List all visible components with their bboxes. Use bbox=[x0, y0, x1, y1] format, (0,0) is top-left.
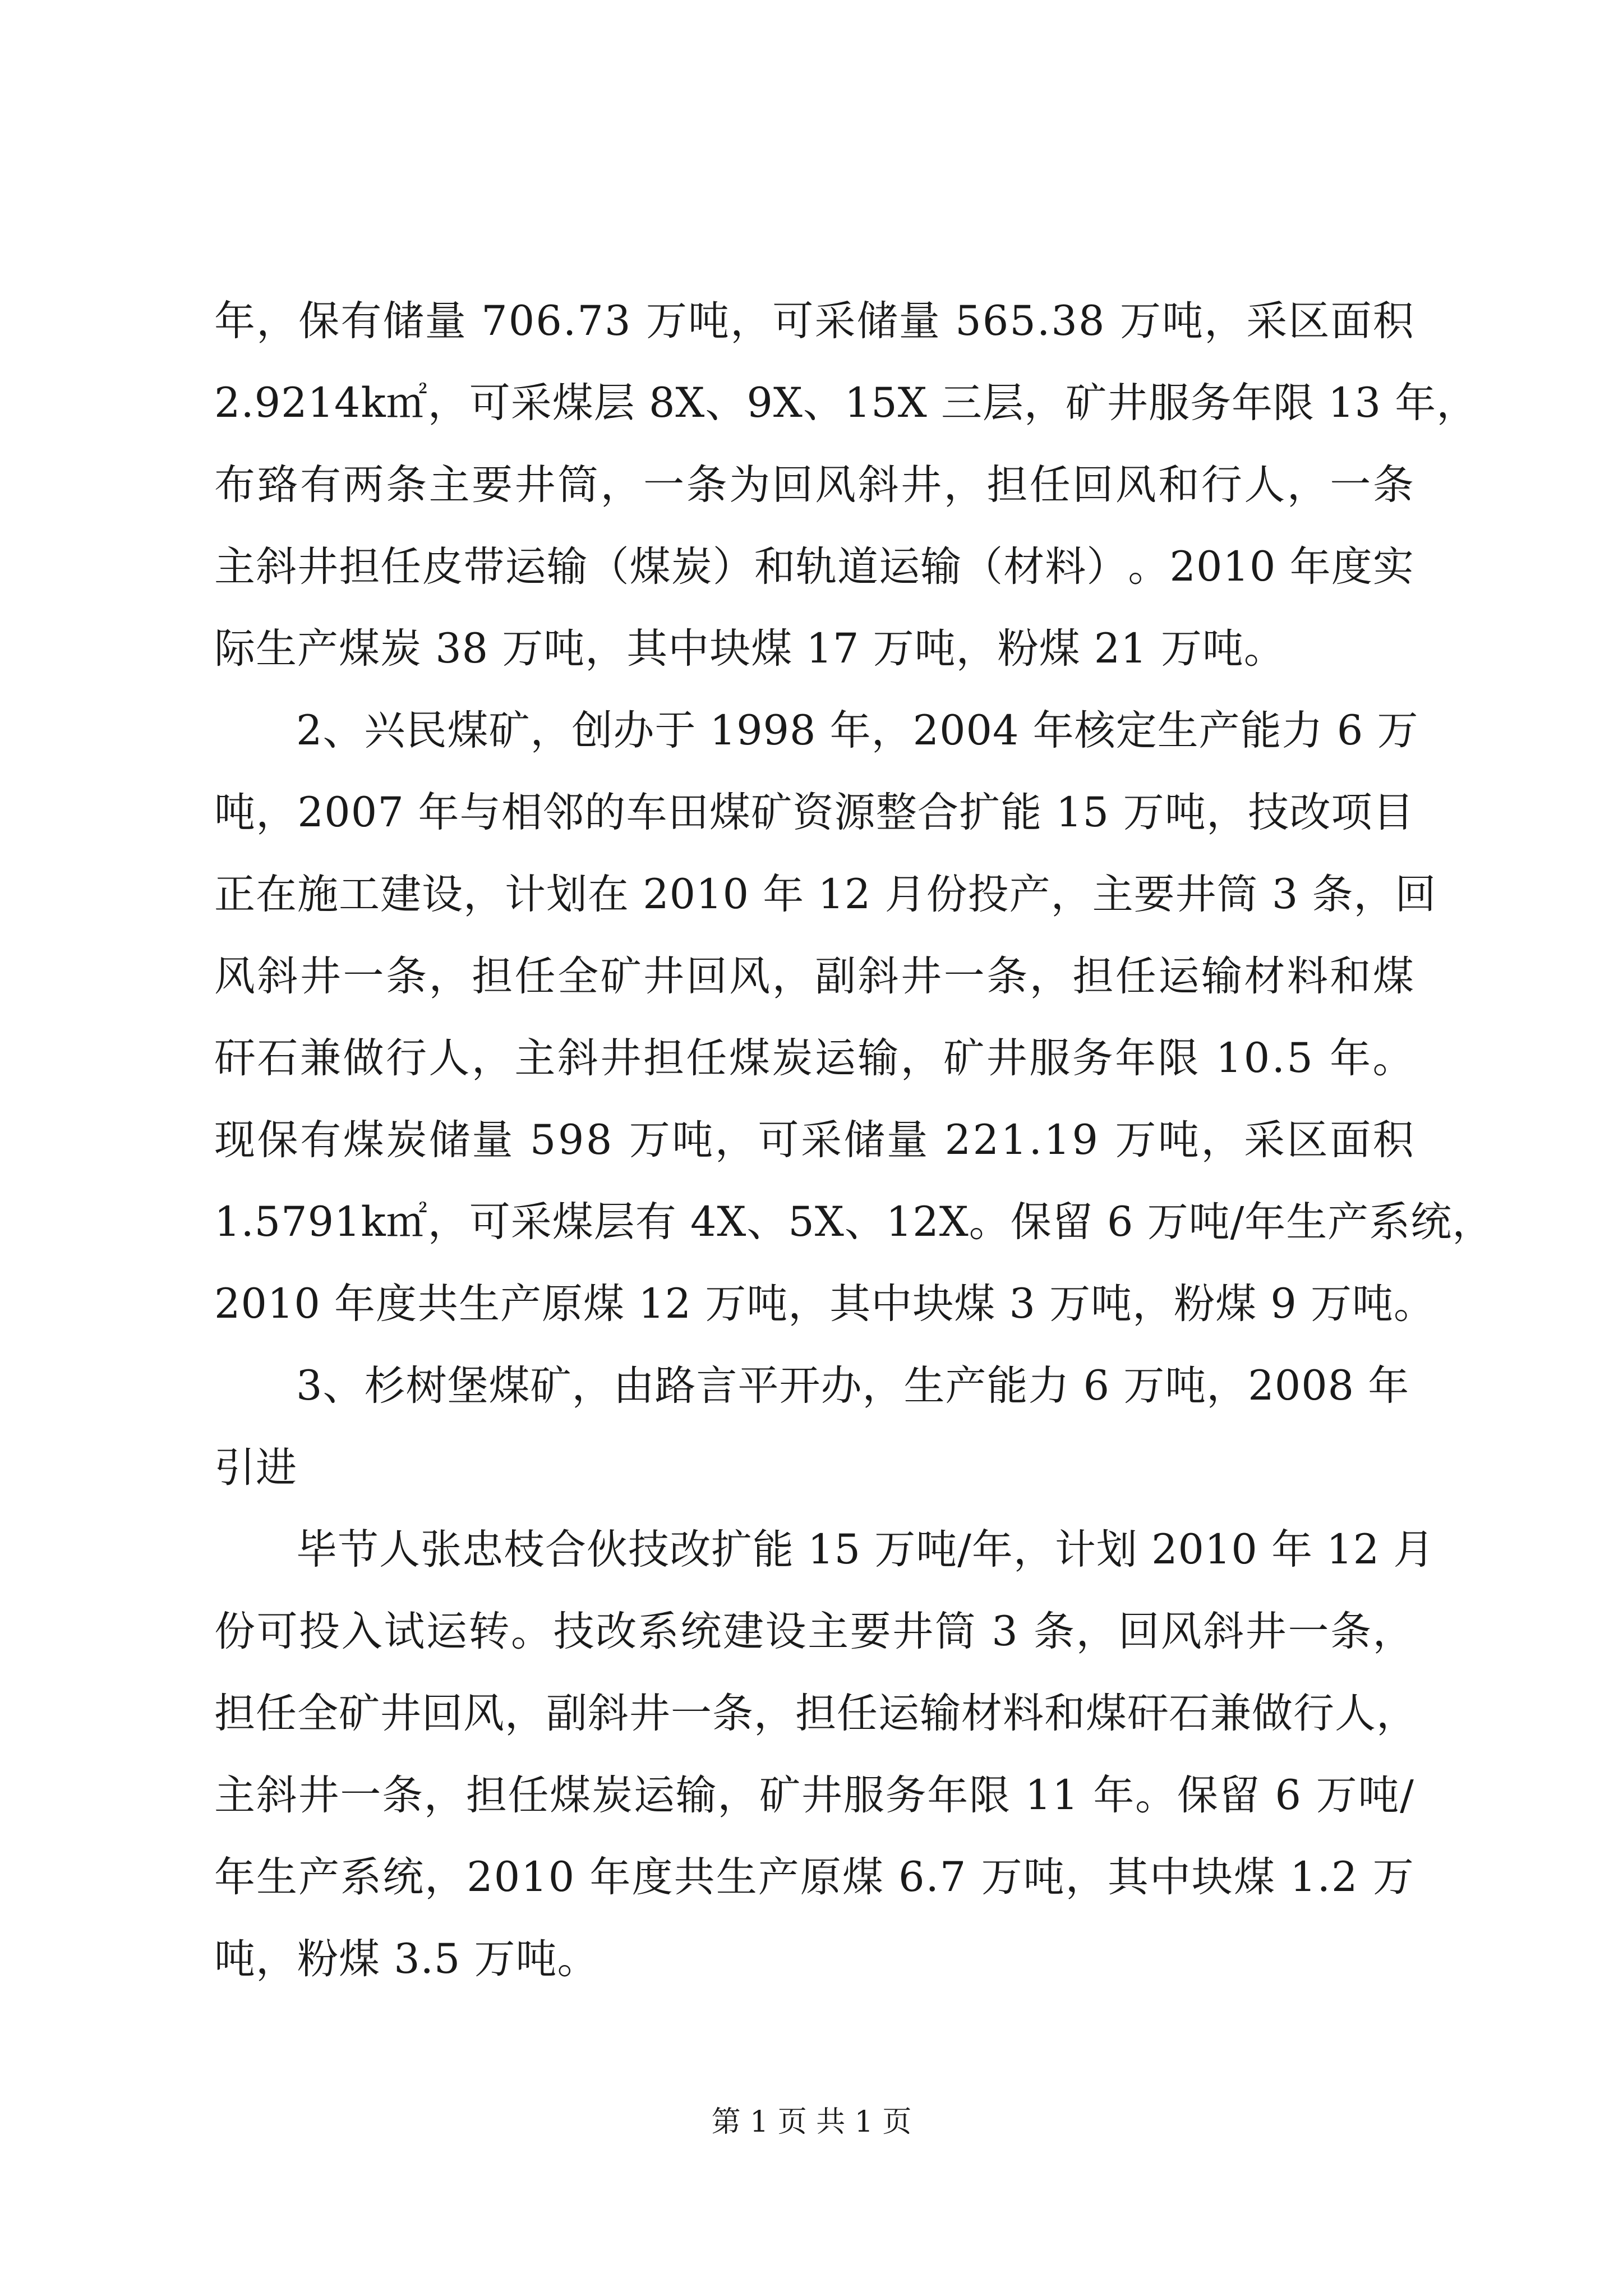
text-line: 吨 ， 2 0 0 7 年 与 相 邻 的 车 田 煤 矿 资 源 整 合 扩 能 1 5 万 吨 ， 技 改 项 目 bbox=[214, 789, 1414, 836]
text-line: 担 任 全 矿 井 回 风 ， 副 斜 井 一 条 ， 担 任 运 输 材 料 和 煤 矸 石 兼 做 行 人 ， bbox=[214, 1690, 1418, 1737]
page-number: 第 1 页 共 1 页 bbox=[711, 2105, 912, 2139]
text-line: 布 臵 有 两 条 主 要 井 筒 ， 一 条 为 回 风 斜 井 ， 担 任 回 风 和 行 人 ， 一 条 bbox=[214, 461, 1414, 509]
text-line: 矸 石 兼 做 行 人 ， 主 斜 井 担 任 煤 炭 运 输 ， 矿 井 服 务 年 限 1 0 . 5 年 。 bbox=[214, 1034, 1414, 1082]
text-line-paragraph-start: 2、兴民煤矿，创办于 1998 年，2004 年核定生产能力 6 万 bbox=[296, 707, 1419, 754]
text-line: 正 在 施 工 建 设 ， 计 划 在 2 0 1 0 年 1 2 月 份 投 产 ， 主 要 井 筒 3 条 ， 回 bbox=[214, 871, 1437, 918]
text-line: 引进 bbox=[214, 1444, 297, 1492]
text-line: 吨，粉煤 3.5 万吨。 bbox=[214, 1935, 599, 1983]
text-line: 主 斜 井 担 任 皮 带 运 输 （ 煤 炭 ） 和 轨 道 运 输 （ 材 料 ） 。 2 0 1 0 年 度 实 bbox=[214, 543, 1414, 591]
text-line: 年 生 产 系 统 ， 2 0 1 0 年 度 共 生 产 原 煤 6 . 7 万 吨 ， 其 中 块 煤 1 . 2 万 bbox=[214, 1853, 1414, 1901]
text-line: 年 ， 保 有 储 量 7 0 6 . 7 3 万 吨 ， 可 采 储 量 5 6 5 . 3 8 万 吨 ， 采 区 面 积 bbox=[214, 297, 1414, 345]
body-text bbox=[214, 280, 1494, 2000]
text-line-paragraph-start: 3、杉树堡煤矿，由路言平开办，生产能力 6 万吨，2008 年 bbox=[296, 1362, 1410, 1410]
text-line: 主 斜 井 一 条 ， 担 任 煤 炭 运 输 ， 矿 井 服 务 年 限 1 1 年 。 保 留 6 万 吨 / bbox=[214, 1772, 1414, 1819]
text-line: 2010 年度共生产原煤 12 万吨，其中块煤 3 万吨，粉煤 9 万吨。 bbox=[214, 1280, 1435, 1328]
text-line: 2 . 9 2 1 4 k ㎡ ， 可 采 煤 层 8 X 、 9 X 、 1 5 X 三 层 ， 矿 井 服 务 年 限 1 3 年 ， bbox=[214, 379, 1478, 427]
text-line: 1 . 5 7 9 1 k ㎡ ， 可 采 煤 层 有 4 X 、 5 X 、 1 2 X 。 保 留 6 万 吨 / 年 生 产 系 统 ， bbox=[214, 1198, 1494, 1246]
text-line: 现 保 有 煤 炭 储 量 5 9 8 万 吨 ， 可 采 储 量 2 2 1 . 1 9 万 吨 ， 采 区 面 积 bbox=[214, 1116, 1414, 1164]
text-line: 份 可 投 入 试 运 转 。 技 改 系 统 建 设 主 要 井 筒 3 条 ， 回 风 斜 井 一 条 ， bbox=[214, 1608, 1414, 1655]
text-line-paragraph-start: 毕节人张忠枝合伙技改扩能 15 万吨/年，计划 2010 年 12 月 bbox=[296, 1526, 1435, 1573]
page-footer bbox=[0, 2098, 1623, 2140]
text-line: 际生产煤炭 38 万吨，其中块煤 17 万吨，粉煤 21 万吨。 bbox=[214, 625, 1285, 673]
text-line: 风 斜 井 一 条 ， 担 任 全 矿 井 回 风 ， 副 斜 井 一 条 ， 担 任 运 输 材 料 和 煤 bbox=[214, 953, 1414, 1000]
